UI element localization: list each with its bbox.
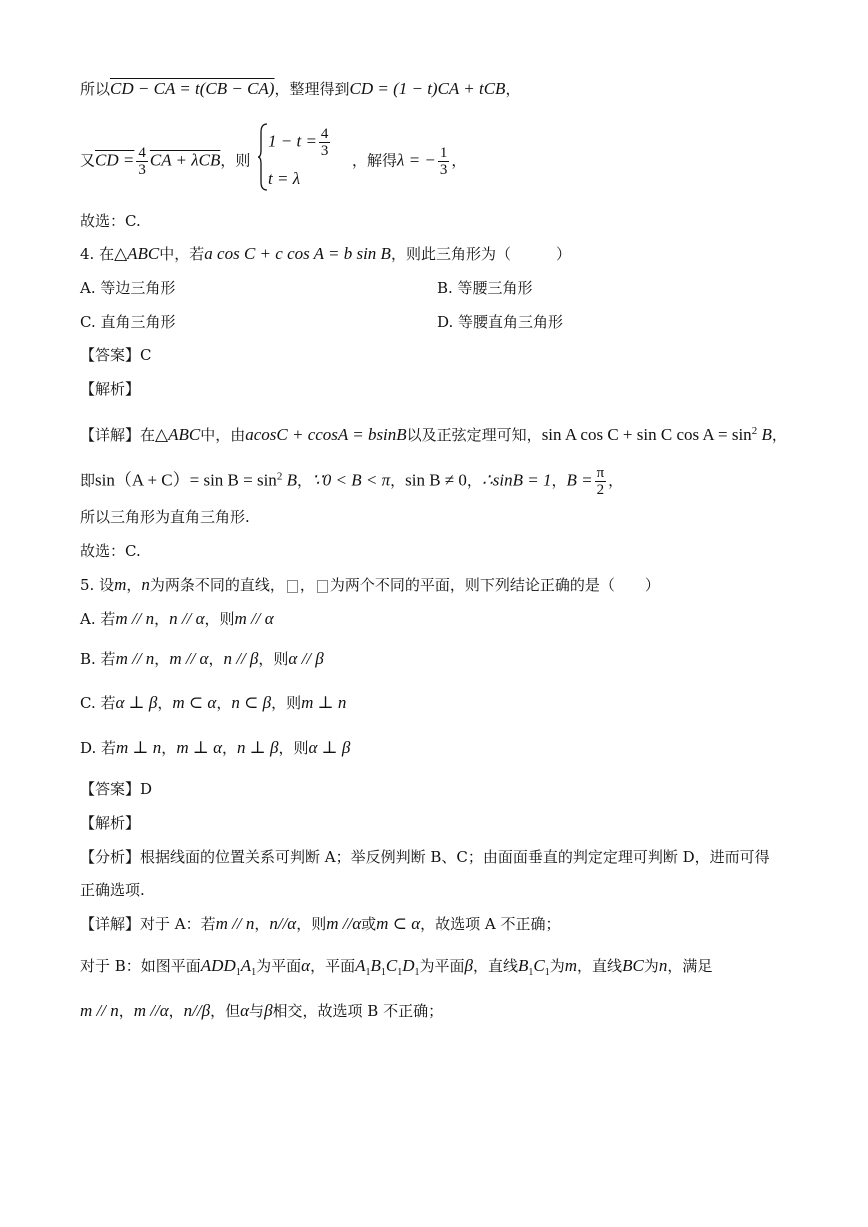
system-eq-2: t = λ <box>268 169 301 188</box>
solution-line-2-tail: ，解得λ = − $\frac{1}{3}$ ， <box>352 145 467 178</box>
analysis-line-1: 【分析】根据线面的位置关系可判断 A；举反例判断 B、C；由面面垂直的判定定理可判断 D，进而可得 <box>80 848 770 866</box>
detail-line-2: 即$\sin(A + C)= \sin B = \sin^2 B$，∵0 < B < π，sin B ≠ 0，∴sinB = 1，B = $\frac{\pi}{2}$ ， <box>80 465 624 498</box>
question-4: 4. 在△ABC中，若a cos C + c cos A = b sin B，则此三角形为（ ） <box>80 244 571 263</box>
missing-glyph-icon <box>317 580 328 593</box>
choose-line: 故选：C. <box>80 542 141 560</box>
option-b: B. 等腰三角形 <box>437 279 533 297</box>
answer-label: 【答案】C <box>80 346 152 364</box>
analysis-label: 【解析】 <box>80 814 141 832</box>
vector-equation: CD = (1 − t)CA + tCB <box>349 79 506 98</box>
q5-option-d: D. 若m ⊥ n，m ⊥ α，n ⊥ β，则α ⊥ β <box>80 738 351 757</box>
detail-line-3: 所以三角形为直角三角形. <box>80 508 250 526</box>
q5-option-b: B. 若m // n，m // α，n // β，则α // β <box>80 649 324 668</box>
text: 所以 <box>80 80 111 98</box>
fraction-4-3: $\frac{4}{3}$ <box>320 126 329 159</box>
missing-glyph-icon <box>287 580 298 593</box>
choose-line: 故选：C. <box>80 212 141 230</box>
detail-line-3: m // n，m //α，n//β，但α与β相交，故选项 B 不正确； <box>80 1001 444 1020</box>
text: 又 <box>80 151 96 170</box>
vector-cd: CD = <box>95 150 135 170</box>
option-a: A. 等边三角形 <box>80 279 176 297</box>
analysis-line-2: 正确选项. <box>80 881 145 899</box>
option-c: C. 直角三角形 <box>80 313 176 331</box>
analysis-label: 【解析】 <box>80 380 141 398</box>
text: ，整理得到 <box>274 80 350 98</box>
q5-option-a: A. 若m // n，n // α，则m // α <box>80 609 274 628</box>
text: ，则 <box>220 151 251 170</box>
vector-equation: CD − CA = t(CB − CA) <box>110 79 275 98</box>
q5-option-c: C. 若α ⊥ β，m ⊂ α，n ⊂ β，则m ⊥ n <box>80 693 347 712</box>
text: ， <box>505 80 521 98</box>
solution-line-2 <box>80 145 250 178</box>
system-eq-1: 1 − t = $\frac{4}{3}$ <box>268 126 329 159</box>
solution-line-1 <box>80 78 520 100</box>
vector-sum: CA + λCB <box>149 150 221 170</box>
detail-line-1: 【详解】对于 A：若m // n，n//α，则m //α或m ⊂ α，故选项 A 不正确； <box>80 914 561 933</box>
question-5: 5. 设m，n为两条不同的直线， ， 为两个不同的平面，则下列结论正确的是（ ） <box>80 575 660 594</box>
fraction-pi-2: $\frac{\pi}{2}$ <box>596 465 605 498</box>
answer-label: 【答案】D <box>80 780 153 798</box>
fraction-4-3: $\frac{4}{3}$ <box>138 145 146 178</box>
option-d: D. 等腰直角三角形 <box>437 313 564 331</box>
fraction-1-3: $\frac{1}{3}$ <box>439 145 448 178</box>
detail-line-2: 对于 B：如图平面$ADD_1A_1$为平面α，平面$A_1B_1C_1D_1$为平面β，直线$B_1C_1$为m，直线BC为n，满足 <box>80 956 713 978</box>
detail-line-1: 【详解】在△ABC中，由acosC + ccosA = bsinB以及正弦定理可知，sin A cos C + sin C $\cos A = \sin^2 B$， <box>80 425 787 444</box>
